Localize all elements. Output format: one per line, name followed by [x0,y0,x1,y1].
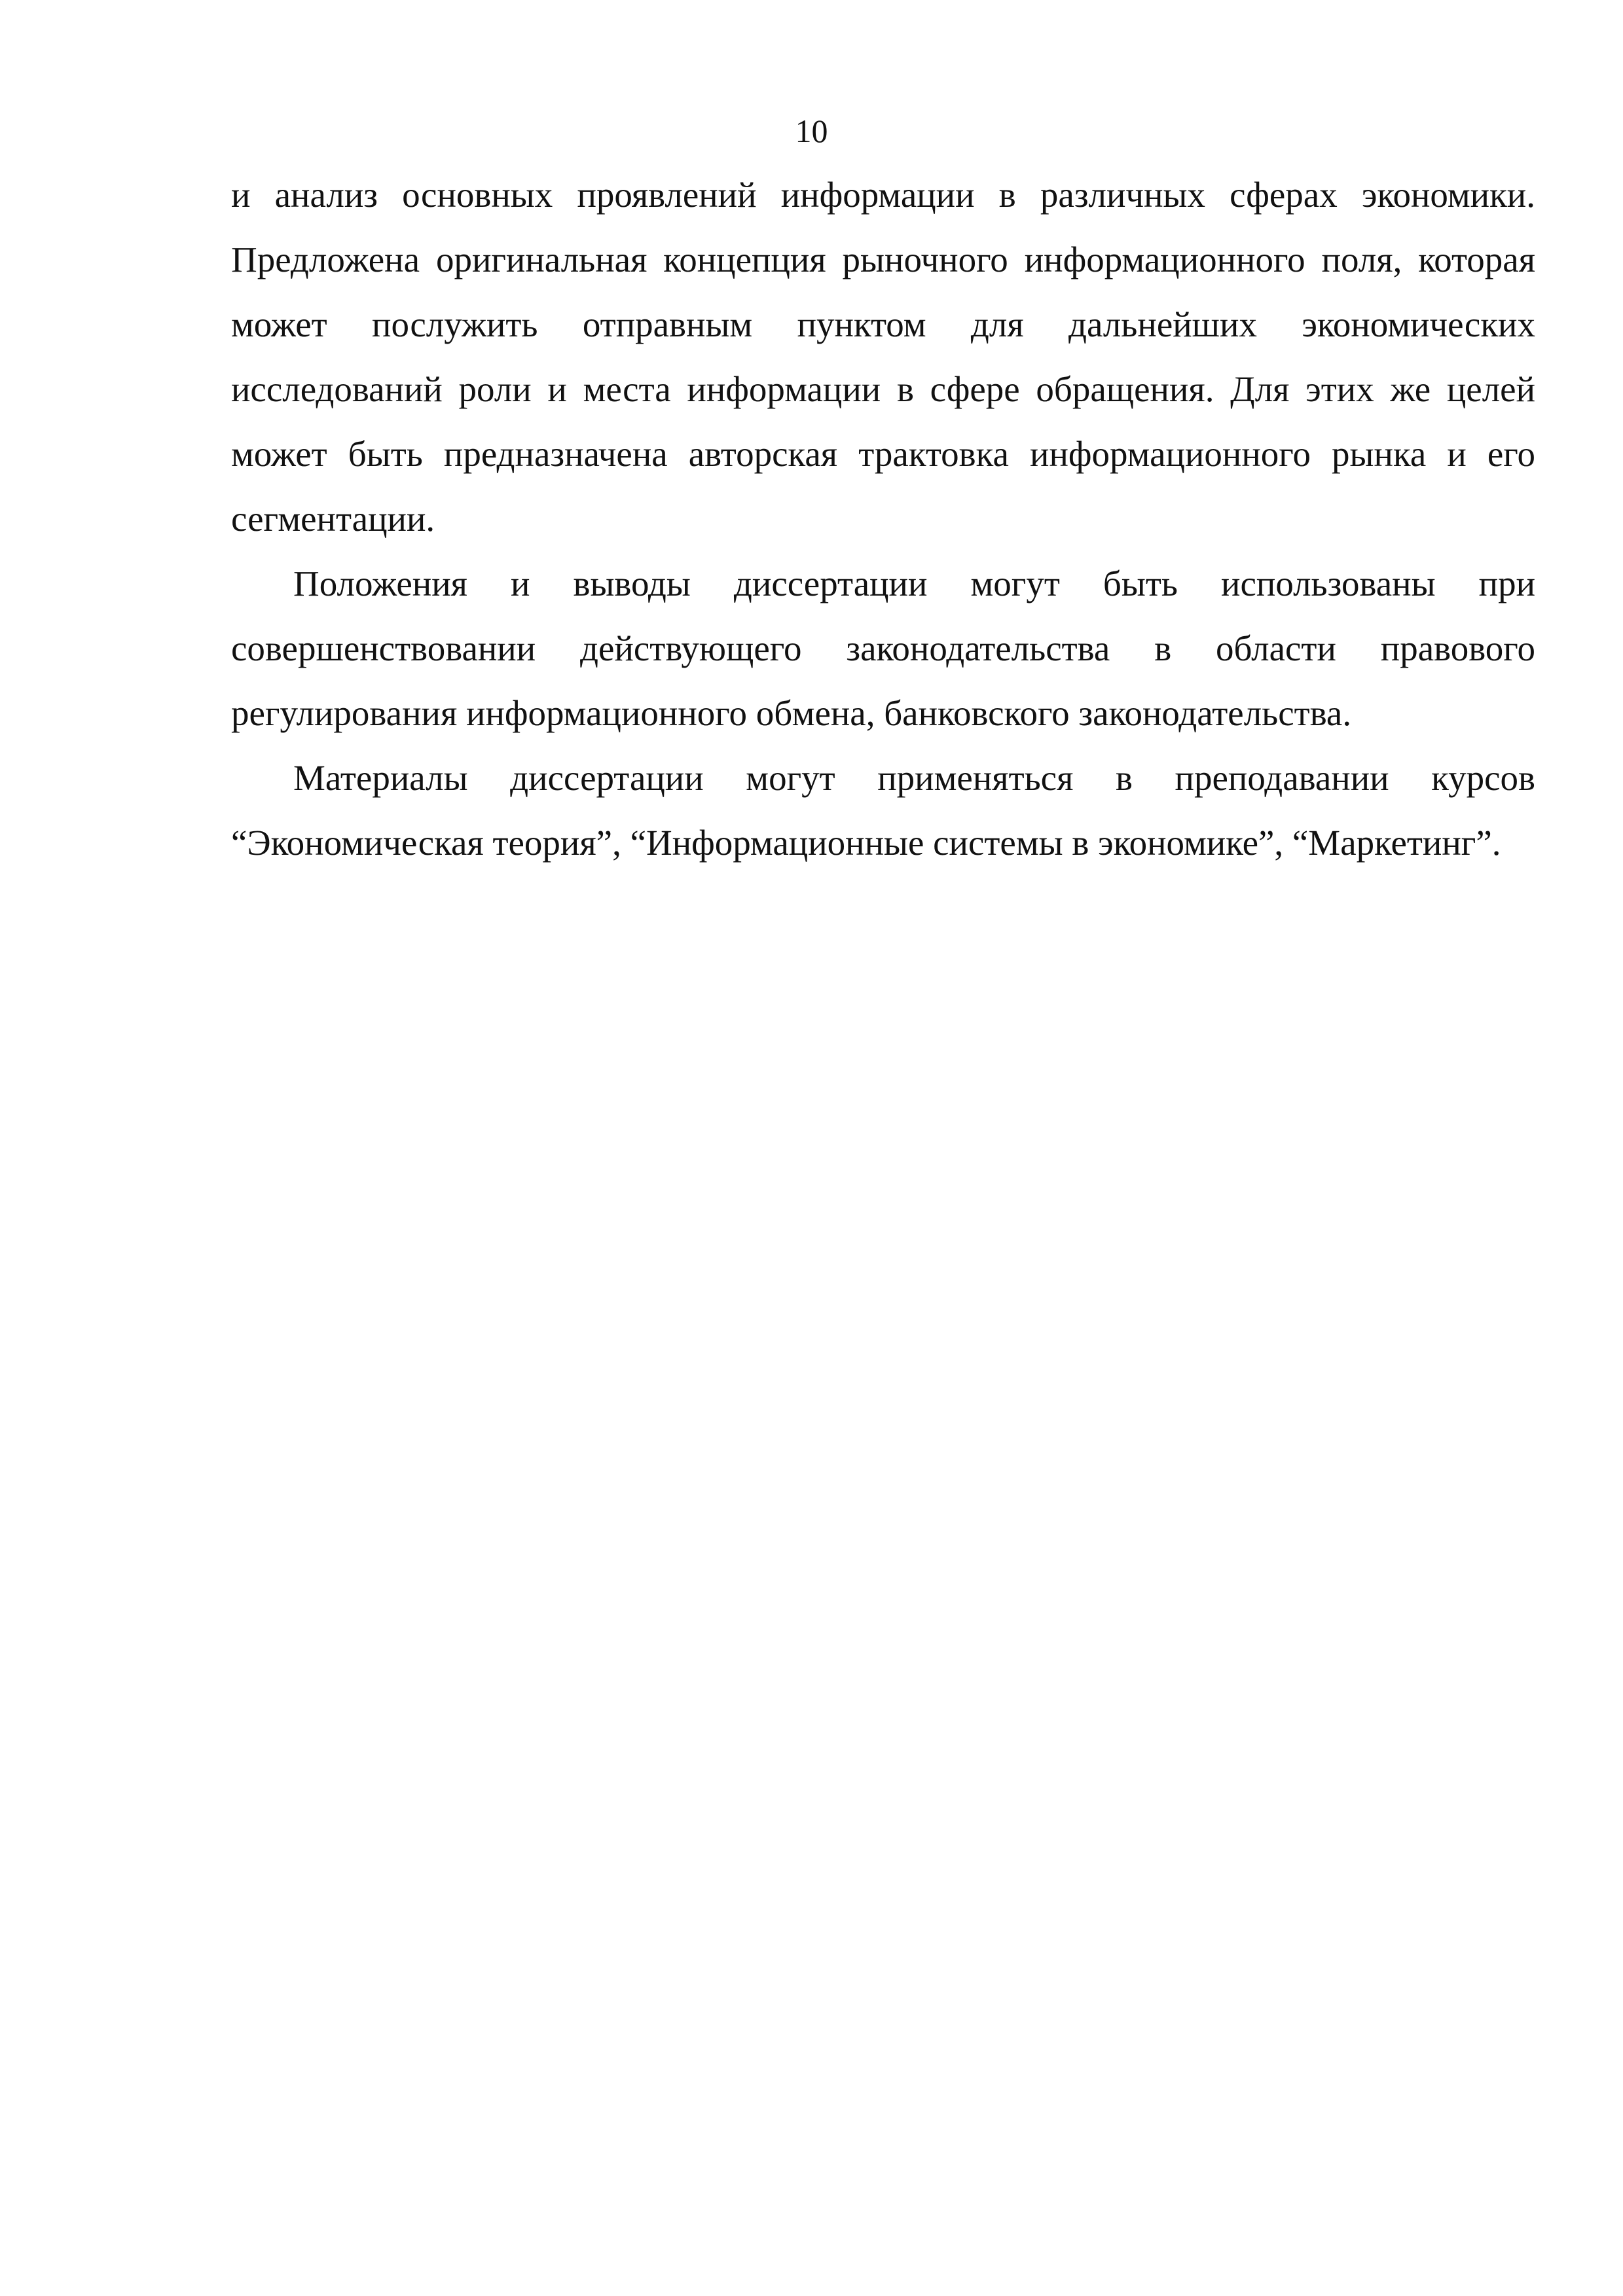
paragraph-teaching: Материалы диссертации могут применяться в преподавании курсов “Экономическая теория”, “Информационные системы в экономике”, “Маркетинг”. [231,758,1535,863]
paragraph-legislation: Положения и выводы диссертации могут быть использованы при совершенствовании действующего законодательства в области правового регулирования информационного обмена, банковского законодательства. [231,564,1535,733]
document-body [231,162,1535,875]
paragraph-continuation: и анализ основных проявлений информации в различных сферах экономики. Предложена оригинальная концепция рыночного информационного поля, которая может послужить отправным пунктом для дальнейших экономических исследований роли и места информации в сфере обращения. Для этих же целей может быть предназначена авторская трактовка информационного рынка и его сегментации. [231,175,1535,539]
page-number: 10 [795,113,828,149]
